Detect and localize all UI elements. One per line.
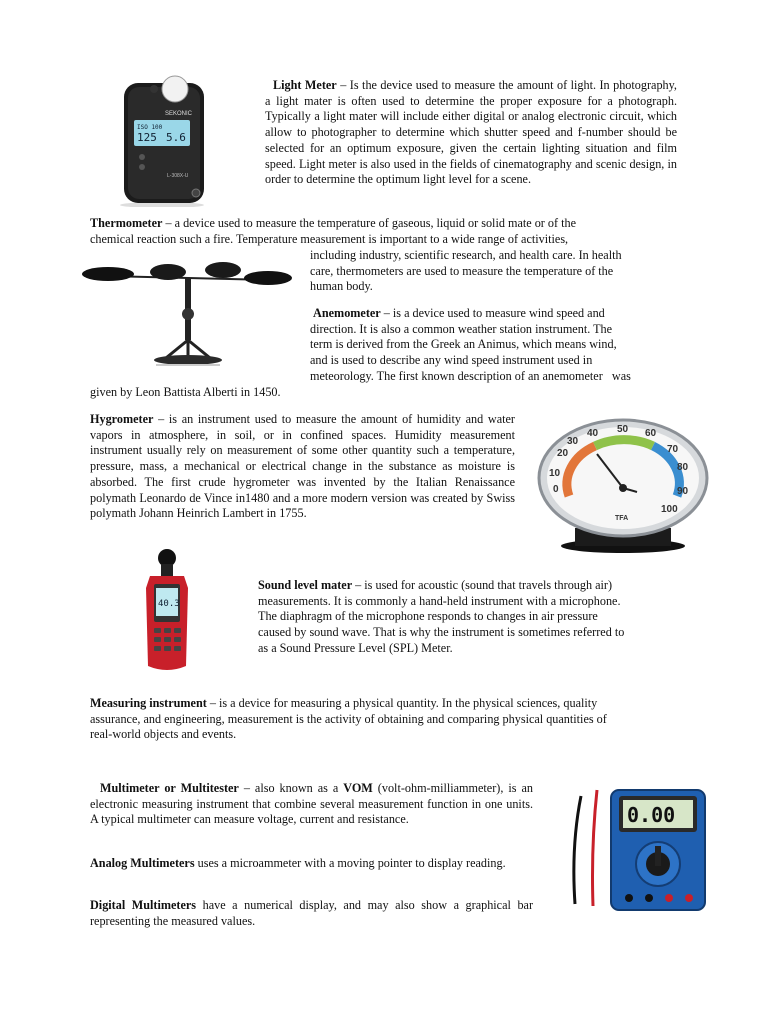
measuring-instrument-line-3: real-world objects and events. bbox=[90, 727, 237, 742]
anemometer-paragraph bbox=[310, 306, 676, 385]
anemometer-line-4: and is used to describe any wind speed instrument used in bbox=[310, 353, 593, 368]
light-meter-display-shutter: 125 bbox=[137, 131, 157, 144]
thermometer-paragraph-cont bbox=[310, 248, 670, 295]
multimeter-term-1: Multimeter bbox=[100, 781, 160, 795]
digital-multimeter-paragraph bbox=[90, 898, 533, 929]
thermometer-paragraph bbox=[90, 216, 650, 247]
thermometer-line-5: human body. bbox=[310, 279, 373, 294]
analog-multimeter-term: Analog Multimeters bbox=[90, 856, 195, 870]
sound-level-term: Sound level mater bbox=[258, 578, 353, 592]
analog-multimeter-desc: uses a microammeter with a moving pointer to display reading. bbox=[194, 856, 506, 870]
light-meter-display-fstop: 5.6 bbox=[166, 131, 186, 144]
thermometer-line-3: including industry, scientific research, and health care. In health bbox=[310, 248, 622, 262]
anemometer-line-2: direction. It is also a common weather station instrument. The bbox=[310, 321, 613, 336]
anemometer-line-1: – is a device used to measure wind speed and bbox=[380, 306, 605, 320]
multimeter-term-2: Multitester bbox=[180, 781, 239, 795]
gauge-tick-80: 80 bbox=[677, 462, 689, 473]
sound-level-line-3: The diaphragm of the microphone responds to changes in air pressure bbox=[258, 609, 598, 624]
multimeter-image bbox=[553, 786, 713, 916]
gauge-tick-50: 50 bbox=[617, 424, 629, 435]
thermometer-term: Thermometer bbox=[90, 216, 163, 230]
light-meter-desc: – Is the device used to measure the amount of light. In photography, a light mater is often used to determine the proper exposure for a photograph. Typically a light mater will include either digital or analog electronic circuit, which allow to photographer to determine which shutter speed and f-number should be selected for an optimum exposure, given the certain lighting situation and film speed. Light meter is also used in the fields of cinematography and scenic design, in order to determine the optimum light level for a scene. bbox=[265, 78, 677, 187]
digital-multimeter-desc: have a numerical display, and may also show a graphical bar representing the measured values. bbox=[90, 898, 534, 928]
sound-level-line-1: – is used for acoustic (sound that travels through air) bbox=[352, 578, 613, 592]
measuring-instrument-paragraph bbox=[90, 696, 690, 743]
anemometer-line-3: term is derived from the Greek an Animus, which means wind, bbox=[310, 337, 617, 352]
thermometer-line-4: care, thermometers are used to measure the temperature of the bbox=[310, 263, 614, 278]
light-meter-term: Light Meter bbox=[273, 78, 337, 92]
hygrometer-paragraph bbox=[90, 412, 515, 522]
measuring-instrument-line-1: – is a device for measuring a physical quantity. In the physical sciences, quality bbox=[206, 696, 598, 710]
anemometer-line-5: meteorology. The first known description of an anemometer was bbox=[310, 368, 631, 383]
gauge-tick-100: 100 bbox=[661, 504, 678, 515]
sound-level-paragraph bbox=[258, 578, 678, 657]
anemometer-paragraph-cont bbox=[90, 385, 490, 401]
gauge-tick-60: 60 bbox=[645, 428, 657, 439]
light-meter-image bbox=[112, 75, 212, 207]
multimeter-desc-2: (volt-ohm-milliammeter), is an electronic measuring instrument that combine several measurement function in one units. A typical multimeter can measure voltage, current and resistance. bbox=[90, 781, 533, 827]
hygrometer-brand: TFA bbox=[615, 515, 629, 522]
measuring-instrument-line-2: assurance, and engineering, measurement is the activity of obtaining and comparing physical quantities of bbox=[90, 711, 607, 726]
gauge-tick-20: 20 bbox=[557, 448, 569, 459]
measuring-instrument-term: Measuring instrument bbox=[90, 696, 207, 710]
sound-level-meter-image bbox=[142, 548, 192, 674]
light-meter-brand: SEKONIC bbox=[165, 111, 193, 117]
hygrometer-image bbox=[535, 418, 710, 554]
gauge-tick-90: 90 bbox=[677, 486, 689, 497]
digital-multimeter-term: Digital Multimeters bbox=[90, 898, 197, 912]
gauge-tick-40: 40 bbox=[587, 428, 599, 439]
anemometer-term: Anemometer bbox=[313, 306, 381, 320]
anemometer-image bbox=[78, 258, 298, 370]
multimeter-or: or bbox=[159, 781, 181, 795]
multimeter-display: 0.00 bbox=[627, 803, 676, 827]
light-meter-display-top: ISO 100 bbox=[137, 124, 163, 131]
gauge-tick-30: 30 bbox=[567, 436, 579, 447]
multimeter-desc-1: – also known as a bbox=[238, 781, 344, 795]
sound-level-line-5: as a Sound Pressure Level (SPL) Meter. bbox=[258, 640, 453, 655]
thermometer-line-2: chemical reaction such a fire. Temperature measurement is important to a wide range of activities, bbox=[90, 231, 569, 246]
multimeter-vom: VOM bbox=[343, 781, 373, 795]
sound-level-line-4: caused by sound wave. That is why the instrument is sometimes referred to bbox=[258, 625, 625, 640]
gauge-tick-70: 70 bbox=[667, 444, 679, 455]
light-meter-model: L-308X-U bbox=[167, 173, 189, 179]
gauge-tick-0: 0 bbox=[553, 484, 559, 495]
hygrometer-term: Hygrometer bbox=[90, 412, 154, 426]
thermometer-line-1: – a device used to measure the temperature of gaseous, liquid or solid mate or of the bbox=[162, 216, 576, 230]
sound-level-line-2: measurements. It is commonly a hand-held instrument with a microphone. bbox=[258, 593, 621, 608]
gauge-tick-10: 10 bbox=[549, 468, 561, 479]
light-meter-paragraph bbox=[265, 78, 677, 188]
sound-level-display: 40.3 bbox=[158, 599, 180, 609]
hygrometer-desc: – is an instrument used to measure the amount of humidity and water vapors in atmosphere, in soil, or in confined spaces. Humidity measurement instrument usually rely on measurement of some other quantity such a temperature, pressure, mass, a mechanical or electrical change in the substance as moisture is absorbed. The first crude hygrometer was invented by the Italian Renaissance polymath Leonardo de Vince in1480 and a more modern version was created by Swiss polymath Johann Heinrich Lambert in 1755. bbox=[90, 412, 515, 521]
anemometer-line-6: given by Leon Battista Alberti in 1450. bbox=[90, 385, 281, 399]
analog-multimeter-paragraph bbox=[90, 856, 533, 872]
multimeter-paragraph bbox=[90, 781, 533, 828]
